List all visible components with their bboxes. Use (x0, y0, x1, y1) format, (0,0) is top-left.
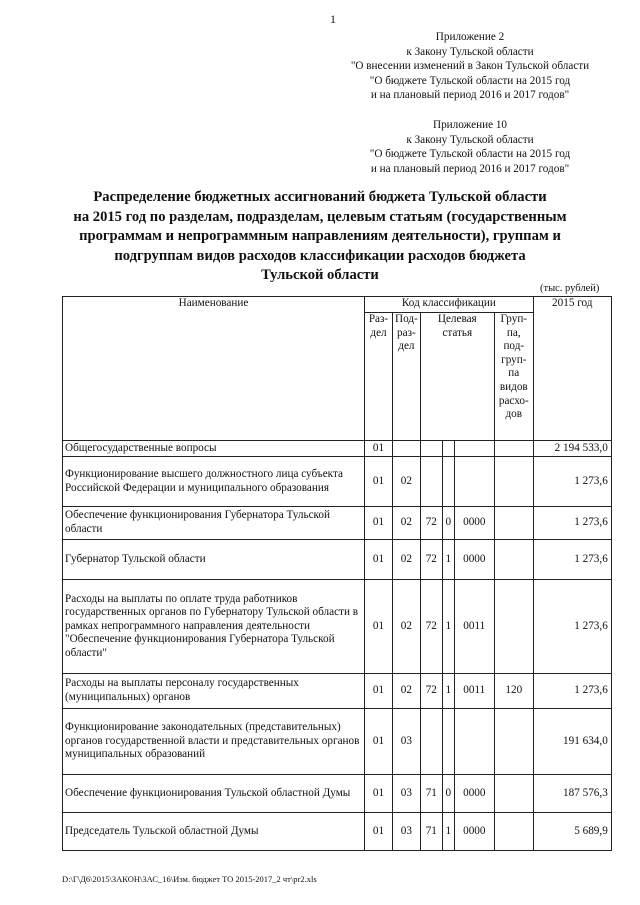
row-amount: 1 273,6 (533, 540, 611, 580)
header-target-article: Целевая статья (420, 313, 494, 441)
appendix-line: "О внесении изменений в Закон Тульской области (350, 60, 590, 73)
row-amount: 187 576,3 (533, 775, 611, 813)
row-podrazdel: 02 (393, 674, 421, 709)
row-razdel: 01 (365, 540, 393, 580)
table-row (63, 775, 612, 813)
row-name: Общегосударственные вопросы (63, 441, 365, 457)
row-target-sub: 1 (442, 580, 454, 674)
title-line: Тульской области (261, 267, 379, 284)
row-target-program: 72 (420, 674, 442, 709)
table-row (63, 674, 612, 709)
row-target-sub (442, 441, 454, 457)
row-target-sub: 0 (442, 775, 454, 813)
row-amount: 1 273,6 (533, 674, 611, 709)
row-razdel: 01 (365, 709, 393, 775)
appendix-line: к Закону Тульской области (406, 45, 534, 58)
row-target-program: 71 (420, 813, 442, 851)
row-name: Председатель Тульской областной Думы (63, 813, 365, 851)
row-target-program: 72 (420, 580, 442, 674)
row-target-program (420, 709, 442, 775)
row-podrazdel: 02 (393, 507, 421, 540)
row-name: Функционирование высшего должностного лица субъекта Российской Федерации и муниципального образования (63, 457, 365, 507)
appendix-line: к Закону Тульской области (406, 133, 534, 146)
page-number: 1 (330, 12, 336, 26)
row-target-direction (454, 441, 494, 457)
row-razdel: 01 (365, 507, 393, 540)
row-razdel: 01 (365, 813, 393, 851)
row-expense-group (494, 580, 533, 674)
row-expense-group (494, 709, 533, 775)
row-amount: 1 273,6 (533, 507, 611, 540)
row-target-direction: 0000 (454, 507, 494, 540)
row-target-direction: 0000 (454, 775, 494, 813)
table-row (63, 813, 612, 851)
row-target-sub: 1 (442, 813, 454, 851)
appendix-line: "О бюджете Тульской области на 2015 год (369, 74, 571, 87)
row-podrazdel: 02 (393, 540, 421, 580)
document-title (60, 188, 580, 286)
table-row (63, 540, 612, 580)
row-expense-group (494, 441, 533, 457)
title-line: Распределение бюджетных ассигнований бюджета Тульской области (93, 189, 547, 205)
appendix-line: Приложение 10 (432, 119, 508, 131)
row-amount: 191 634,0 (533, 709, 611, 775)
table-row (63, 709, 612, 775)
header-year: 2015 год (533, 297, 611, 441)
row-amount: 1 273,6 (533, 457, 611, 507)
table-row (63, 580, 612, 674)
header-expense-group: Груп- па, под- груп- па видов расхо- дов (494, 313, 533, 441)
row-expense-group (494, 457, 533, 507)
table-row (63, 507, 612, 540)
row-expense-group: 120 (494, 674, 533, 709)
row-target-sub (442, 709, 454, 775)
title-line: на 2015 год по разделам, подразделам, целевым статьям (государственным (73, 208, 567, 225)
row-target-program (420, 441, 442, 457)
row-target-program: 72 (420, 540, 442, 580)
row-target-direction: 0011 (454, 674, 494, 709)
row-target-sub (442, 457, 454, 507)
row-name: Функционирование законодательных (представительных) органов государственной власти и представительных органов муниципальных образований (63, 709, 365, 775)
file-path-footer: D:\Г\Д6\2015\ЗАКОН\ЗАС_16\Изм. бюджет ТО 2015-2017_2 чт\pr2.xls (62, 874, 317, 884)
row-target-direction (454, 709, 494, 775)
row-name: Расходы на выплаты персоналу государственных (муниципальных) органов (63, 674, 365, 709)
header-row (63, 297, 612, 313)
row-podrazdel: 02 (393, 580, 421, 674)
row-target-direction (454, 457, 494, 507)
appendix-10-heading (300, 118, 640, 176)
row-razdel: 01 (365, 775, 393, 813)
row-amount: 2 194 533,0 (533, 441, 611, 457)
appendix-line: и на плановый период 2016 и 2017 годов" (370, 89, 570, 102)
row-target-program: 72 (420, 507, 442, 540)
appendix-line: и на плановый период 2016 и 2017 годов" (370, 162, 570, 175)
title-line: программам и непрограммным направлениям деятельности), группам и (79, 228, 561, 245)
row-target-sub: 0 (442, 507, 454, 540)
row-expense-group (494, 775, 533, 813)
units-label: (тыс. рублей) (540, 283, 600, 294)
header-name: Наименование (63, 297, 365, 441)
row-podrazdel (393, 441, 421, 457)
row-target-sub: 1 (442, 540, 454, 580)
row-razdel: 01 (365, 580, 393, 674)
row-target-direction: 0000 (454, 813, 494, 851)
row-expense-group (494, 813, 533, 851)
appendix-2-heading (300, 30, 640, 103)
table-row (63, 457, 612, 507)
row-razdel: 01 (365, 457, 393, 507)
row-name: Обеспечение функционирования Губернатора Тульской области (63, 507, 365, 540)
row-name: Обеспечение функционирования Тульской областной Думы (63, 775, 365, 813)
table-row (63, 441, 612, 457)
header-code-group: Код классификации (365, 297, 534, 313)
row-podrazdel: 03 (393, 813, 421, 851)
row-name: Расходы на выплаты по оплате труда работников государственных органов по Губернатору Тульской области в рамках непрограммного направления деятельности "Обеспечение функционирования Губернатора Тульской области" (63, 580, 365, 674)
row-target-program (420, 457, 442, 507)
row-amount: 5 689,9 (533, 813, 611, 851)
row-target-program: 71 (420, 775, 442, 813)
row-podrazdel: 03 (393, 775, 421, 813)
row-target-direction: 0000 (454, 540, 494, 580)
row-razdel: 01 (365, 674, 393, 709)
title-line: подгруппам видов расходов классификации расходов бюджета (114, 247, 526, 264)
row-razdel: 01 (365, 441, 393, 457)
appendix-line: "О бюджете Тульской области на 2015 год (369, 148, 571, 161)
header-podrazdel: Под- раз- дел (393, 313, 421, 441)
appendix-line: Приложение 2 (435, 31, 505, 43)
row-expense-group (494, 507, 533, 540)
row-target-direction: 0011 (454, 580, 494, 674)
row-name: Губернатор Тульской области (63, 540, 365, 580)
row-amount: 1 273,6 (533, 580, 611, 674)
row-podrazdel: 03 (393, 709, 421, 775)
header-razdel: Раз- дел (365, 313, 393, 441)
row-expense-group (494, 540, 533, 580)
budget-table (62, 296, 612, 851)
row-podrazdel: 02 (393, 457, 421, 507)
row-target-sub: 1 (442, 674, 454, 709)
